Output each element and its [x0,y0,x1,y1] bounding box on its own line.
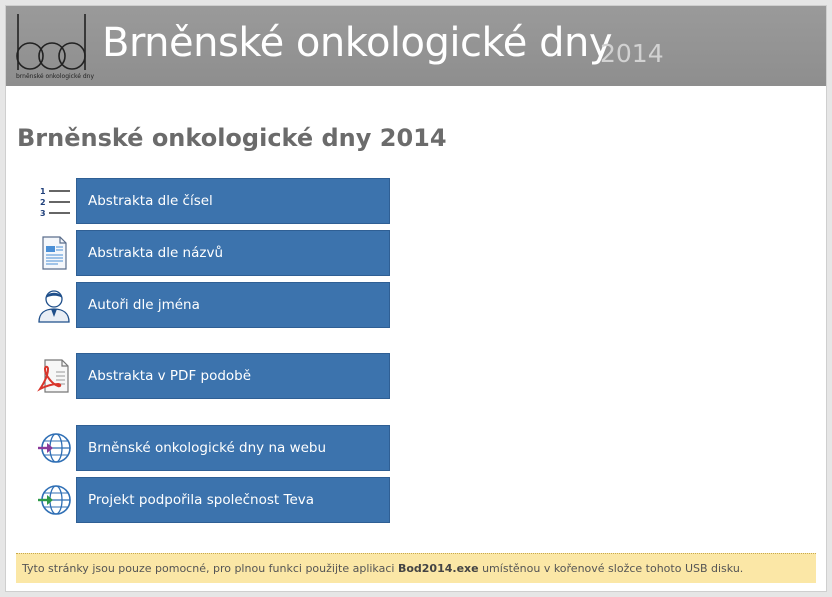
notice-bar [16,553,816,583]
abstracts-pdf-button[interactable]: Abstrakta v PDF podobě [76,353,390,399]
teva-button[interactable]: Projekt podpořila společnost Teva [76,477,390,523]
nav-item-authors-by-name [36,282,396,328]
abstracts-by-title-button[interactable]: Abstrakta dle názvů [76,230,390,276]
numbered-list-icon [36,183,72,219]
logo-text: brněnské onkologické dny [16,73,94,80]
nav-item-abstracts-by-number [36,178,396,224]
person-icon [36,287,72,323]
notice-app-name: Bod2014.exe [397,562,479,575]
header-title: Brněnské onkologické dny [102,20,612,66]
svg-text:3: 3 [40,209,46,218]
pdf-icon [36,358,72,394]
page-frame [5,5,827,592]
svg-text:1: 1 [40,187,46,196]
authors-by-name-button[interactable]: Autoři dle jména [76,282,390,328]
document-icon [36,235,72,271]
website-button[interactable]: Brněnské onkologické dny na webu [76,425,390,471]
notice-text-end: umístěnou v kořenové složce tohoto USB disku. [478,562,744,575]
nav-item-website [36,425,396,471]
nav-item-abstracts-by-title [36,230,396,276]
header-year: 2014 [600,39,664,68]
page-title: Brněnské onkologické dny 2014 [17,124,447,152]
header-banner [6,6,826,86]
globe-link-icon [36,482,72,518]
svg-text:2: 2 [40,198,46,207]
globe-link-icon [36,430,72,466]
nav-item-teva [36,477,396,523]
bod-logo [16,12,88,82]
notice-text-start: Tyto stránky jsou pouze pomocné, pro plnou funkci použijte aplikaci [22,562,398,575]
nav-item-abstracts-pdf [36,353,396,399]
abstracts-by-number-button[interactable]: Abstrakta dle čísel [76,178,390,224]
